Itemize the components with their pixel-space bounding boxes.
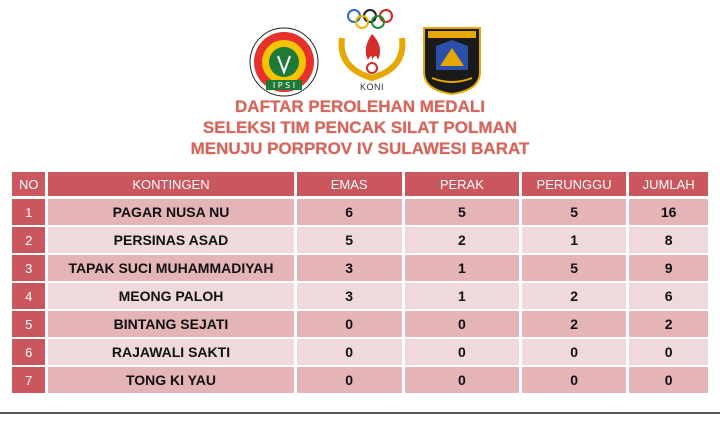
header-emas: EMAS bbox=[297, 172, 402, 196]
emas-cell: 0 bbox=[297, 339, 402, 365]
medal-table bbox=[12, 172, 708, 395]
jumlah-cell: 2 bbox=[629, 311, 708, 337]
jumlah-cell: 6 bbox=[629, 283, 708, 309]
perak-cell: 1 bbox=[405, 255, 519, 281]
title-line-2: SELEKSI TIM PENCAK SILAT POLMAN bbox=[202, 118, 518, 137]
kontingen-cell: RAJAWALI SAKTI bbox=[48, 339, 293, 365]
table-row bbox=[12, 339, 708, 365]
perak-cell: 0 bbox=[405, 339, 519, 365]
title-line-1: DAFTAR PEROLEHAN MEDALI bbox=[235, 97, 485, 116]
header-no: NO bbox=[12, 172, 45, 196]
header-jumlah: JUMLAH bbox=[629, 172, 708, 196]
table-header bbox=[12, 172, 708, 196]
header-perak: PERAK bbox=[405, 172, 519, 196]
perunggu-cell: 0 bbox=[522, 367, 626, 393]
emas-cell: 3 bbox=[297, 283, 402, 309]
perak-cell: 0 bbox=[405, 311, 519, 337]
row-no: 6 bbox=[12, 339, 45, 365]
table-row bbox=[12, 367, 708, 393]
row-no: 1 bbox=[12, 199, 45, 225]
table-row bbox=[12, 227, 708, 253]
row-no: 3 bbox=[12, 255, 45, 281]
row-no: 2 bbox=[12, 227, 45, 253]
polewali-mandar-logo bbox=[422, 26, 482, 96]
perak-cell: 0 bbox=[405, 367, 519, 393]
header-perunggu: PERUNGGU bbox=[522, 172, 626, 196]
kontingen-cell: BINTANG SEJATI bbox=[48, 311, 293, 337]
table-row bbox=[12, 311, 708, 337]
emas-cell: 6 bbox=[297, 199, 402, 225]
row-no: 7 bbox=[12, 367, 45, 393]
emas-cell: 0 bbox=[297, 311, 402, 337]
perunggu-cell: 2 bbox=[522, 311, 626, 337]
jumlah-cell: 0 bbox=[629, 339, 708, 365]
kontingen-cell: MEONG PALOH bbox=[48, 283, 293, 309]
perak-cell: 2 bbox=[405, 227, 519, 253]
perunggu-cell: 1 bbox=[522, 227, 626, 253]
row-no: 4 bbox=[12, 283, 45, 309]
kontingen-cell: TAPAK SUCI MUHAMMADIYAH bbox=[48, 255, 293, 281]
emas-cell: 0 bbox=[297, 367, 402, 393]
divider bbox=[0, 412, 720, 414]
perunggu-cell: 5 bbox=[522, 255, 626, 281]
jumlah-cell: 9 bbox=[629, 255, 708, 281]
svg-text:I P S I: I P S I bbox=[272, 81, 296, 90]
perunggu-cell: 2 bbox=[522, 283, 626, 309]
jumlah-cell: 0 bbox=[629, 367, 708, 393]
table-row bbox=[12, 283, 708, 309]
page-title bbox=[0, 96, 720, 159]
title-line-3: MENUJU PORPROV IV SULAWESI BARAT bbox=[190, 139, 530, 158]
perunggu-cell: 0 bbox=[522, 339, 626, 365]
emas-cell: 5 bbox=[297, 227, 402, 253]
ipsi-logo bbox=[248, 26, 320, 98]
kontingen-cell: TONG KI YAU bbox=[48, 367, 293, 393]
row-no: 5 bbox=[12, 311, 45, 337]
logo-bar bbox=[0, 8, 720, 96]
perunggu-cell: 5 bbox=[522, 199, 626, 225]
kontingen-cell: PAGAR NUSA NU bbox=[48, 199, 293, 225]
perak-cell: 5 bbox=[405, 199, 519, 225]
koni-logo-text: KONI bbox=[359, 82, 384, 92]
emas-cell: 3 bbox=[297, 255, 402, 281]
jumlah-cell: 16 bbox=[629, 199, 708, 225]
table-row bbox=[12, 255, 708, 281]
table-row bbox=[12, 199, 708, 225]
jumlah-cell: 8 bbox=[629, 227, 708, 253]
koni-logo bbox=[332, 8, 412, 96]
kontingen-cell: PERSINAS ASAD bbox=[48, 227, 293, 253]
header-kontingen: KONTINGEN bbox=[48, 172, 293, 196]
perak-cell: 1 bbox=[405, 283, 519, 309]
